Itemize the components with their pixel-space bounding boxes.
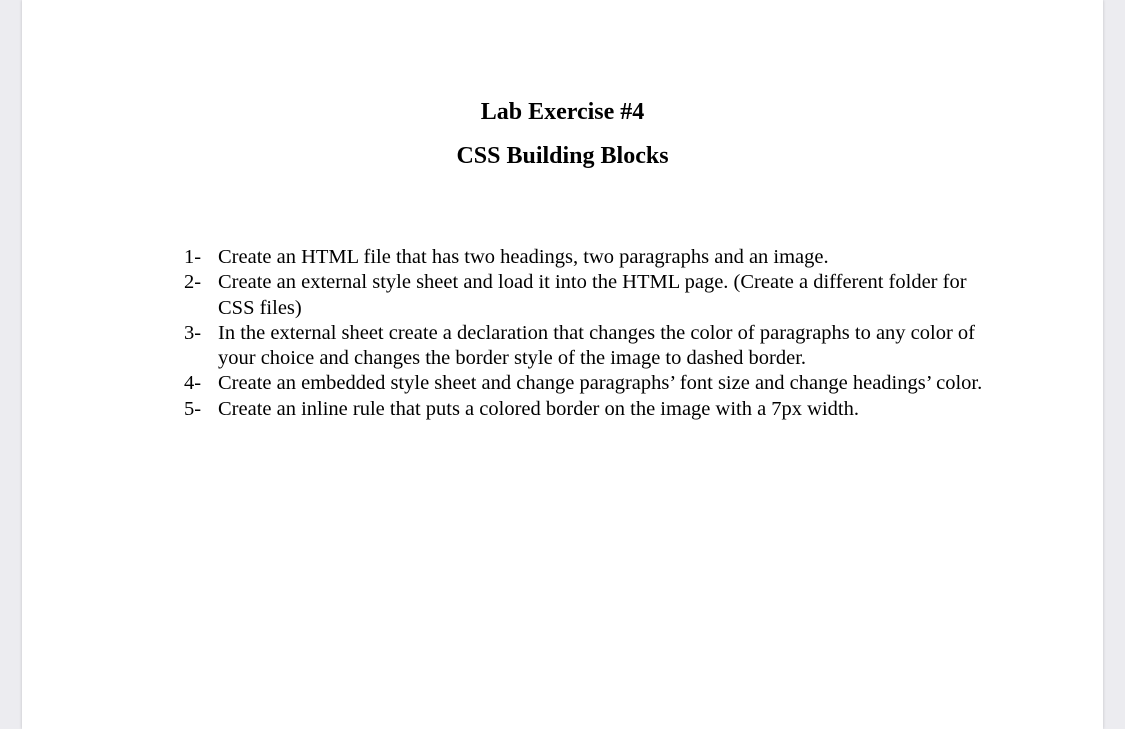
- task-text: Create an external style sheet and load it into the HTML page. (Create a different folder for CSS files): [218, 271, 967, 319]
- list-item: [184, 321, 984, 372]
- list-item: [184, 371, 984, 396]
- list-item: [184, 270, 984, 321]
- list-item: [184, 397, 984, 422]
- task-list: [184, 245, 984, 422]
- task-text: Create an embedded style sheet and change paragraphs’ font size and change headings’ color.: [218, 372, 983, 395]
- task-text: In the external sheet create a declaration that changes the color of paragraphs to any color of your choice and changes the border style of the image to dashed border.: [218, 321, 976, 370]
- task-text: Create an HTML file that has two headings, two paragraphs and an image.: [218, 246, 829, 268]
- task-number: 5-: [184, 397, 202, 420]
- list-item: [184, 245, 984, 270]
- task-number: 3-: [184, 321, 202, 344]
- task-number: 2-: [184, 271, 202, 294]
- document-page: [22, 0, 1103, 729]
- page-title: Lab Exercise #4: [480, 99, 645, 125]
- task-number: 4-: [184, 372, 202, 395]
- task-number: 1-: [184, 246, 202, 268]
- task-text: Create an inline rule that puts a colored border on the image with a 7px width.: [218, 397, 860, 420]
- page-subtitle: CSS Building Blocks: [456, 143, 669, 169]
